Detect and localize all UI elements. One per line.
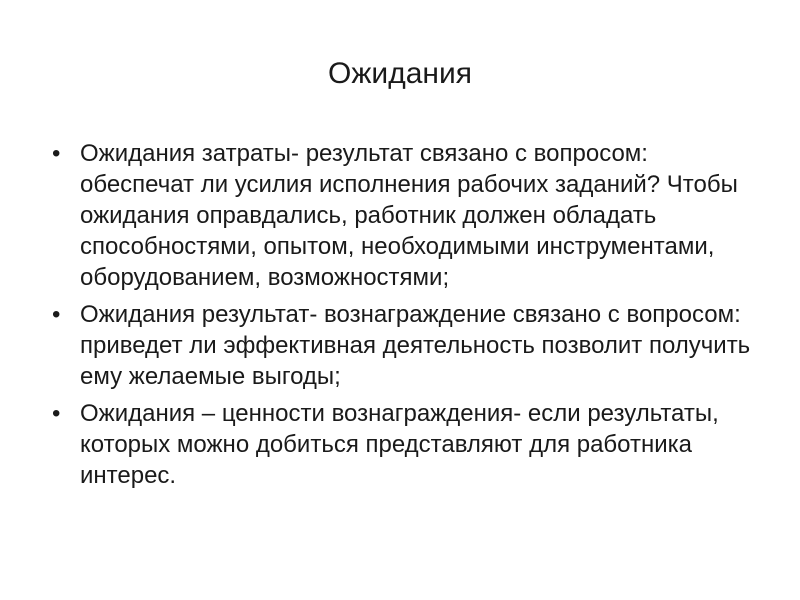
- bullet-item: [52, 398, 752, 491]
- bullet-marker-icon: •: [52, 400, 61, 427]
- bullet-text: Ожидания затраты- результат связано с вопросом: обеспечат ли усилия исполнения рабочих заданий? Чтобы ожидания оправдались, работник должен обладать способностями, опытом, необходимыми инструментами, оборудованием, возможностями;: [80, 140, 738, 291]
- bullet-item: [52, 138, 752, 293]
- bullet-list: [52, 138, 752, 497]
- bullet-item: [52, 299, 752, 392]
- bullet-marker-icon: •: [52, 301, 61, 328]
- bullet-text: Ожидания результат- вознаграждение связано с вопросом: приведет ли эффективная деятельность позволит получить ему желаемые выгоды;: [80, 301, 751, 390]
- bullet-marker-icon: •: [52, 140, 61, 167]
- bullet-text: Ожидания – ценности вознаграждения- если результаты, которых можно добиться представляют для работника интерес.: [80, 400, 719, 489]
- slide-title: Ожидания: [328, 57, 472, 90]
